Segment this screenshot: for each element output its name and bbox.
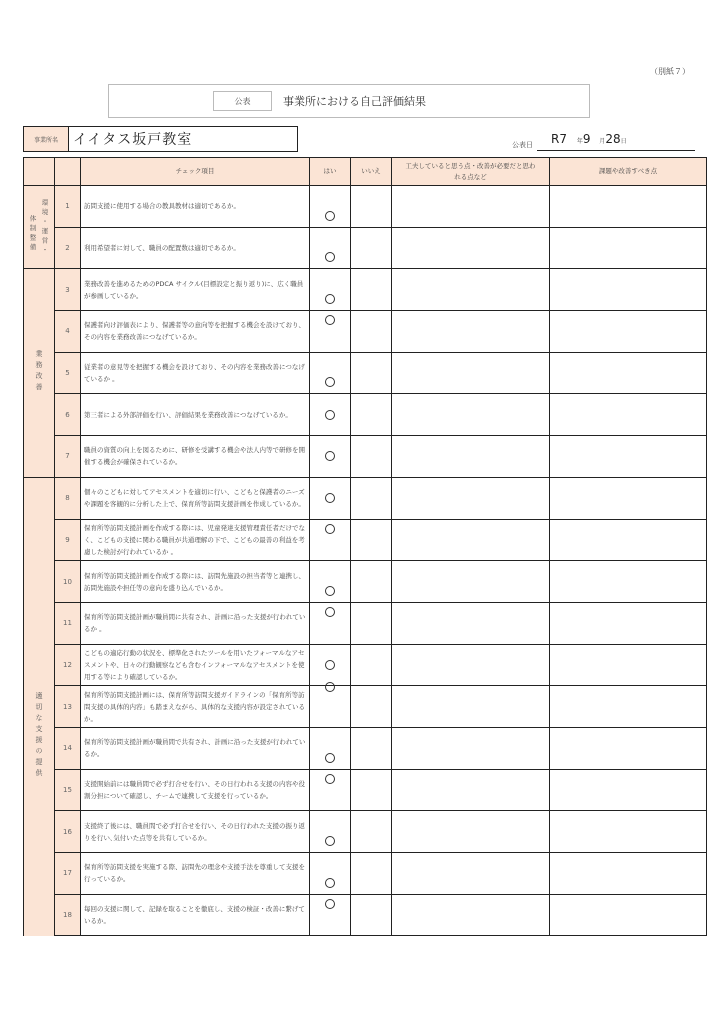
check-item-text: 保護者向け評価表により、保護者等の意向等を把握する機会を設けており、その内容を業務改善につなげているか。 xyxy=(81,311,310,353)
publish-date-month: 9 xyxy=(582,132,591,146)
header-yes: はい xyxy=(310,158,351,186)
issues-cell[interactable] xyxy=(550,186,707,228)
ingenuity-cell[interactable] xyxy=(392,311,550,353)
ingenuity-cell[interactable] xyxy=(392,686,550,728)
row-number: 9 xyxy=(55,519,81,561)
yes-cell[interactable] xyxy=(310,561,351,603)
yes-cell[interactable] xyxy=(310,436,351,478)
circle-mark-icon xyxy=(325,252,335,262)
circle-mark-icon xyxy=(325,315,335,325)
issues-cell[interactable] xyxy=(550,769,707,811)
circle-mark-icon xyxy=(325,682,335,692)
table-row xyxy=(24,311,707,353)
check-item-text: 従業者の意見等を把握する機会を設けており、その内容を業務改善につなげているか 。 xyxy=(81,352,310,394)
row-number: 8 xyxy=(55,477,81,519)
table-row xyxy=(24,644,707,686)
yes-cell[interactable] xyxy=(310,853,351,895)
circle-mark-icon xyxy=(325,899,335,909)
yes-cell[interactable] xyxy=(310,602,351,644)
publish-date xyxy=(537,132,695,151)
no-cell[interactable] xyxy=(351,561,392,603)
no-cell[interactable] xyxy=(351,311,392,353)
publish-date-day-unit: 日 xyxy=(620,138,627,145)
circle-mark-icon xyxy=(325,524,335,534)
publish-badge: 公表 xyxy=(213,91,272,111)
row-number: 17 xyxy=(55,853,81,895)
issues-cell[interactable] xyxy=(550,853,707,895)
table-row xyxy=(24,227,707,269)
issues-cell[interactable] xyxy=(550,602,707,644)
yes-cell[interactable] xyxy=(310,686,351,728)
issues-cell[interactable] xyxy=(550,519,707,561)
issues-cell[interactable] xyxy=(550,561,707,603)
ingenuity-cell[interactable] xyxy=(392,769,550,811)
header-number xyxy=(55,158,81,186)
check-item-text: 業務改善を進めるためのPDCA サイクル(目標設定と振り返り)に、広く職員が参画しているか。 xyxy=(81,269,310,311)
circle-mark-icon xyxy=(325,410,335,420)
yes-cell[interactable] xyxy=(310,477,351,519)
table-row xyxy=(24,436,707,478)
header-category xyxy=(24,158,55,186)
category-label: 適切な支援の提供 xyxy=(35,691,43,780)
table-row xyxy=(24,811,707,853)
circle-mark-icon xyxy=(325,607,335,617)
no-cell[interactable] xyxy=(351,394,392,436)
check-item-text: 支援終了後には、職員間で必ず打合せを行い、その日行われた支援の振り返りを行い､気付いた点等を共有しているか。 xyxy=(81,811,310,853)
row-number: 18 xyxy=(55,894,81,936)
check-item-text: 職員の資質の向上を図るために、研修を受講する機会や法人内等で研修を開催する機会が確保されているか。 xyxy=(81,436,310,478)
publish-date-year-unit: 年 xyxy=(576,138,583,145)
no-cell[interactable] xyxy=(351,519,392,561)
no-cell[interactable] xyxy=(351,727,392,769)
check-item-text: 訪問支援に使用する場合の教具教材は適切であるか。 xyxy=(81,186,310,228)
circle-mark-icon xyxy=(325,294,335,304)
row-number: 7 xyxy=(55,436,81,478)
check-item-text: 保育所等訪問支援計画が職員間に共有され、計画に沿った支援が行われているか 。 xyxy=(81,602,310,644)
table-row xyxy=(24,853,707,895)
ingenuity-cell[interactable] xyxy=(392,269,550,311)
check-item-text: 第三者による外部評価を行い、評価結果を業務改善につなげているか。 xyxy=(81,394,310,436)
check-item-text: 保育所等訪問支援計画には、保育所等訪問支援ガイドラインの「保育所等訪問支援の具体的内容」も踏まえながら、具体的な支援内容が設定されているか。 xyxy=(81,686,310,728)
row-number: 4 xyxy=(55,311,81,353)
row-number: 15 xyxy=(55,769,81,811)
ingenuity-cell[interactable] xyxy=(392,519,550,561)
no-cell[interactable] xyxy=(351,477,392,519)
no-cell[interactable] xyxy=(351,352,392,394)
ingenuity-cell[interactable] xyxy=(392,602,550,644)
check-item-text: こどもの適応行動の状況を、標準化されたツールを用いたフォーマルなアセスメントや、日々の行動観察なども含むインフォーマルなアセスメントを使用する等により確認しているか。 xyxy=(81,644,310,686)
yes-cell[interactable] xyxy=(310,519,351,561)
yes-cell[interactable] xyxy=(310,227,351,269)
ingenuity-cell[interactable] xyxy=(392,436,550,478)
issues-cell[interactable] xyxy=(550,394,707,436)
table-row xyxy=(24,686,707,728)
circle-mark-icon xyxy=(325,660,335,670)
row-number: 11 xyxy=(55,602,81,644)
row-number: 1 xyxy=(55,186,81,228)
ingenuity-cell[interactable] xyxy=(392,352,550,394)
yes-cell[interactable] xyxy=(310,894,351,936)
ingenuity-cell[interactable] xyxy=(392,727,550,769)
row-number: 14 xyxy=(55,727,81,769)
issues-cell[interactable] xyxy=(550,727,707,769)
circle-mark-icon xyxy=(325,878,335,888)
check-item-text: 保育所等訪問支援計画を作成する際には、児童発達支援管理責任者だけでなく、こどもの支援に関わる職員が共通理解の下で、こどもの最善の利益を考慮した検討が行われているか 。 xyxy=(81,519,310,561)
no-cell[interactable] xyxy=(351,769,392,811)
no-cell[interactable] xyxy=(351,227,392,269)
check-item-text: 個々のこどもに対してアセスメントを適切に行い、こどもと保護者のニーズや課題を客観的に分析した上で、保育所等訪問支援計画を作成しているか。 xyxy=(81,477,310,519)
no-cell[interactable] xyxy=(351,644,392,686)
row-number: 3 xyxy=(55,269,81,311)
check-item-text: 利用希望者に対して、職員の配置数は適切であるか。 xyxy=(81,227,310,269)
circle-mark-icon xyxy=(325,836,335,846)
table-row xyxy=(24,519,707,561)
issues-cell[interactable] xyxy=(550,894,707,936)
row-number: 6 xyxy=(55,394,81,436)
table-header-row xyxy=(24,158,707,186)
no-cell[interactable] xyxy=(351,853,392,895)
issues-cell[interactable] xyxy=(550,311,707,353)
circle-mark-icon xyxy=(325,377,335,387)
check-item-text: 保育所等訪問支援を実施する際、訪問先の理念や支援手法を尊重して支援を行っているか。 xyxy=(81,853,310,895)
yes-cell[interactable] xyxy=(310,186,351,228)
issues-cell[interactable] xyxy=(550,352,707,394)
row-number: 10 xyxy=(55,561,81,603)
no-cell[interactable] xyxy=(351,186,392,228)
table-row xyxy=(24,186,707,228)
office-name-value: イイタス坂戸教室 xyxy=(68,126,298,152)
circle-mark-icon xyxy=(325,493,335,503)
ingenuity-cell[interactable] xyxy=(392,853,550,895)
circle-mark-icon xyxy=(325,211,335,221)
category-label: 体制整備 xyxy=(28,215,37,254)
ingenuity-cell[interactable] xyxy=(392,186,550,228)
ingenuity-cell[interactable] xyxy=(392,811,550,853)
row-number: 16 xyxy=(55,811,81,853)
yes-cell[interactable] xyxy=(310,727,351,769)
category-label: 環境・運営・ xyxy=(40,198,49,256)
issues-cell[interactable] xyxy=(550,227,707,269)
no-cell[interactable] xyxy=(351,811,392,853)
issues-cell[interactable] xyxy=(550,436,707,478)
office-name-label: 事業所名 xyxy=(23,126,69,152)
table-row xyxy=(24,727,707,769)
check-item-text: 毎回の支援に関して、記録を取ることを徹底し、支援の検証・改善に繋げているか。 xyxy=(81,894,310,936)
table-row xyxy=(24,894,707,936)
check-item-text: 保育所等訪問支援計画を作成する際には、訪問先施設の担当者等と連携し、訪問先施設や担任等の意向を盛り込んでいるか。 xyxy=(81,561,310,603)
issues-cell[interactable] xyxy=(550,644,707,686)
yes-cell[interactable] xyxy=(310,269,351,311)
circle-mark-icon xyxy=(325,753,335,763)
row-number: 5 xyxy=(55,352,81,394)
attachment-label: （別紙７） xyxy=(650,67,690,76)
circle-mark-icon xyxy=(325,586,335,596)
category-cell xyxy=(24,186,55,269)
table-row xyxy=(24,269,707,311)
table-row xyxy=(24,477,707,519)
yes-cell[interactable] xyxy=(310,769,351,811)
header-check-item: チェック項目 xyxy=(81,158,310,186)
table-row xyxy=(24,394,707,436)
no-cell[interactable] xyxy=(351,686,392,728)
publish-date-label: 公表日 xyxy=(512,141,533,149)
issues-cell[interactable] xyxy=(550,811,707,853)
category-cell xyxy=(24,477,55,936)
ingenuity-cell[interactable] xyxy=(392,477,550,519)
yes-cell[interactable] xyxy=(310,394,351,436)
table-row xyxy=(24,769,707,811)
page-title: 事業所における自己評価結果 xyxy=(283,95,426,108)
yes-cell[interactable] xyxy=(310,311,351,353)
header-ingenuity: 工夫していると思う点・改善が必要だと思われる点など xyxy=(392,158,550,186)
circle-mark-icon xyxy=(325,774,335,784)
yes-cell[interactable] xyxy=(310,644,351,686)
check-item-text: 支援開始前には職員間で必ず打合せを行い、その日行われる支援の内容や役割分担について確認し、チームで連携して支援を行っているか。 xyxy=(81,769,310,811)
ingenuity-cell[interactable] xyxy=(392,394,550,436)
no-cell[interactable] xyxy=(351,894,392,936)
category-label: 業務改善 xyxy=(35,350,43,395)
ingenuity-cell[interactable] xyxy=(392,894,550,936)
table-row xyxy=(24,352,707,394)
table-row xyxy=(24,561,707,603)
ingenuity-cell[interactable] xyxy=(392,227,550,269)
publish-date-era-year: R7 xyxy=(551,132,567,146)
check-item-text: 保育所等訪問支援計画が職員間で共有され、計画に沿った支援が行われているか。 xyxy=(81,727,310,769)
row-number: 13 xyxy=(55,686,81,728)
self-evaluation-table xyxy=(23,157,707,936)
no-cell[interactable] xyxy=(351,602,392,644)
category-cell xyxy=(24,269,55,477)
issues-cell[interactable] xyxy=(550,269,707,311)
issues-cell[interactable] xyxy=(550,477,707,519)
no-cell[interactable] xyxy=(351,436,392,478)
table-row xyxy=(24,602,707,644)
no-cell[interactable] xyxy=(351,269,392,311)
publish-date-day: 28 xyxy=(605,132,621,146)
row-number: 2 xyxy=(55,227,81,269)
yes-cell[interactable] xyxy=(310,811,351,853)
header-no: いいえ xyxy=(351,158,392,186)
yes-cell[interactable] xyxy=(310,352,351,394)
circle-mark-icon xyxy=(325,451,335,461)
row-number: 12 xyxy=(55,644,81,686)
ingenuity-cell[interactable] xyxy=(392,644,550,686)
publish-date-month-unit: 月 xyxy=(599,138,606,145)
ingenuity-cell[interactable] xyxy=(392,561,550,603)
issues-cell[interactable] xyxy=(550,686,707,728)
header-issues: 課題や改善すべき点 xyxy=(550,158,707,186)
